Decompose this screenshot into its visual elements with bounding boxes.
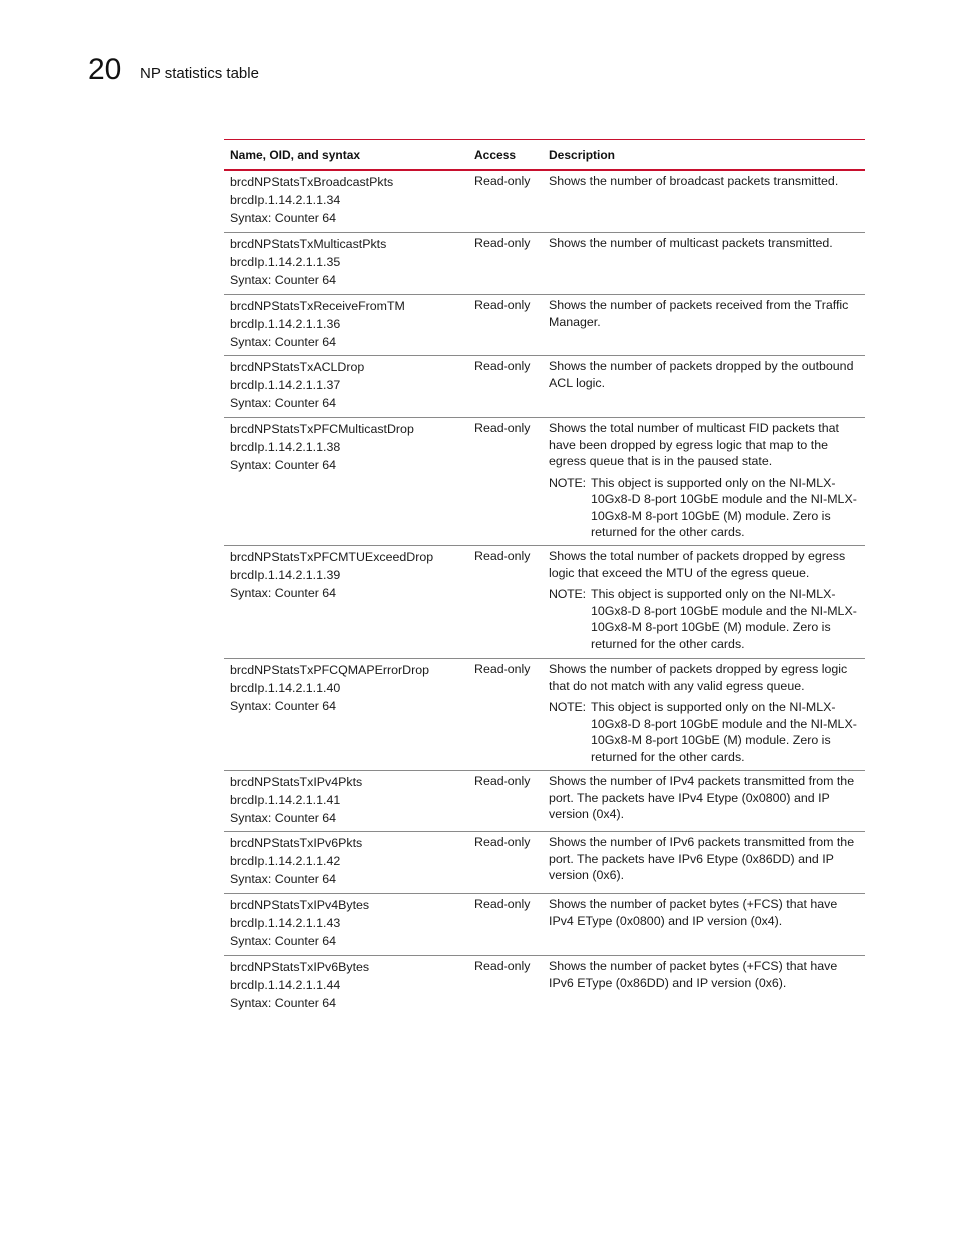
row-description: Shows the total number of multicast FID packets that have been dropped by egress logic that map to the egress queue that is in the paused state. [549, 421, 839, 468]
object-oid: brcdIp.1.14.2.1.1.41 [230, 793, 341, 807]
row-description: Shows the total number of packets dropped by egress logic that exceed the MTU of the egress queue. [549, 549, 846, 580]
row-access: Read-only [474, 897, 531, 911]
row-description-cell [543, 661, 865, 770]
row-access: Read-only [474, 174, 531, 188]
row-access: Read-only [474, 774, 531, 788]
note-text: This object is supported only on the NI-MLX-10Gx8-D 8-port 10GbE module and the NI-MLX-10Gx8-M 8-port 10GbE (M) module. Zero is returned for the other cards. [591, 475, 857, 539]
object-name: brcdNPStatsTxIPv4Pkts [230, 775, 363, 789]
object-syntax: Syntax: Counter 64 [230, 211, 337, 225]
row-name-oid-syntax [224, 958, 468, 1018]
object-oid: brcdIp.1.14.2.1.1.44 [230, 978, 341, 992]
object-name: brcdNPStatsTxPFCMulticastDrop [230, 422, 414, 436]
row-note [549, 699, 859, 765]
table-row [224, 546, 865, 659]
note-label: NOTE: [549, 475, 586, 490]
object-name: brcdNPStatsTxIPv6Pkts [230, 836, 363, 850]
row-name-oid-syntax [224, 358, 468, 417]
header-description: Description [549, 147, 616, 162]
object-name: brcdNPStatsTxReceiveFromTM [230, 299, 405, 313]
row-name-oid-syntax [224, 420, 468, 545]
object-syntax: Syntax: Counter 64 [230, 872, 337, 886]
table-row [224, 956, 865, 1018]
row-access: Read-only [474, 359, 531, 373]
object-oid: brcdIp.1.14.2.1.1.39 [230, 568, 341, 582]
row-description: Shows the number of packets received from the Traffic Manager. [549, 298, 849, 329]
row-description: Shows the number of IPv4 packets transmitted from the port. The packets have IPv4 Etype (0x0800) and IP version (0x4). [549, 774, 855, 821]
object-oid: brcdIp.1.14.2.1.1.40 [230, 681, 341, 695]
row-description: Shows the number of multicast packets transmitted. [549, 236, 833, 250]
table-row [224, 659, 865, 771]
table-row [224, 233, 865, 295]
row-note [549, 586, 859, 652]
row-description: Shows the number of packets dropped by egress logic that do not match with any valid egress queue. [549, 662, 848, 693]
row-access: Read-only [474, 662, 531, 676]
row-description-cell [543, 896, 865, 955]
np-statistics-table [224, 139, 865, 1018]
object-syntax: Syntax: Counter 64 [230, 811, 337, 825]
table-header [224, 140, 865, 171]
row-description-cell [543, 420, 865, 545]
row-description-cell [543, 773, 865, 831]
row-access: Read-only [474, 959, 531, 973]
object-name: brcdNPStatsTxIPv6Bytes [230, 960, 370, 974]
table-row [224, 356, 865, 418]
object-oid: brcdIp.1.14.2.1.1.42 [230, 854, 341, 868]
object-syntax: Syntax: Counter 64 [230, 458, 337, 472]
object-oid: brcdIp.1.14.2.1.1.37 [230, 378, 341, 392]
row-description: Shows the number of packet bytes (+FCS) that have IPv4 EType (0x0800) and IP version (0x4). [549, 897, 838, 928]
object-name: brcdNPStatsTxPFCMTUExceedDrop [230, 550, 434, 564]
header-access: Access [474, 147, 517, 162]
note-text: This object is supported only on the NI-MLX-10Gx8-D 8-port 10GbE module and the NI-MLX-10Gx8-M 8-port 10GbE (M) module. Zero is returned for the other cards. [591, 587, 857, 651]
header-name: Name, OID, and syntax [230, 147, 361, 162]
object-syntax: Syntax: Counter 64 [230, 335, 337, 349]
row-description-cell [543, 548, 865, 658]
row-description-cell [543, 958, 865, 1018]
object-name: brcdNPStatsTxBroadcastPkts [230, 175, 394, 189]
object-oid: brcdIp.1.14.2.1.1.43 [230, 916, 341, 930]
row-note [549, 475, 859, 541]
row-description-cell [543, 834, 865, 893]
note-text: This object is supported only on the NI-MLX-10Gx8-D 8-port 10GbE module and the NI-MLX-10Gx8-M 8-port 10GbE (M) module. Zero is returned for the other cards. [591, 700, 857, 764]
table-row [224, 771, 865, 832]
table-row [224, 171, 865, 233]
table-row [224, 418, 865, 546]
row-name-oid-syntax [224, 548, 468, 658]
chapter-number: 20 [88, 53, 122, 86]
object-syntax: Syntax: Counter 64 [230, 586, 337, 600]
object-syntax: Syntax: Counter 64 [230, 996, 337, 1010]
object-name: brcdNPStatsTxMulticastPkts [230, 237, 387, 251]
object-syntax: Syntax: Counter 64 [230, 396, 337, 410]
object-oid: brcdIp.1.14.2.1.1.36 [230, 317, 341, 331]
row-access: Read-only [474, 236, 531, 250]
row-description-cell [543, 235, 865, 294]
note-label: NOTE: [549, 700, 586, 714]
object-name: brcdNPStatsTxPFCQMAPErrorDrop [230, 663, 429, 677]
table-row [224, 832, 865, 894]
table-row [224, 295, 865, 356]
row-access: Read-only [474, 421, 531, 435]
row-description: Shows the number of packets dropped by the outbound ACL logic. [549, 359, 854, 390]
object-syntax: Syntax: Counter 64 [230, 273, 337, 287]
object-oid: brcdIp.1.14.2.1.1.38 [230, 440, 341, 454]
object-oid: brcdIp.1.14.2.1.1.34 [230, 193, 341, 207]
row-access: Read-only [474, 549, 531, 563]
row-name-oid-syntax [224, 896, 468, 955]
object-syntax: Syntax: Counter 64 [230, 699, 337, 713]
row-description: Shows the number of IPv6 packets transmitted from the port. The packets have IPv6 Etype (0x86DD) and IP version (0x6). [549, 835, 855, 882]
object-name: brcdNPStatsTxIPv4Bytes [230, 898, 370, 912]
row-name-oid-syntax [224, 297, 468, 355]
row-name-oid-syntax [224, 661, 468, 770]
note-label: NOTE: [549, 587, 586, 601]
section-title: NP statistics table [140, 65, 259, 82]
row-access: Read-only [474, 298, 531, 312]
row-description: Shows the number of packet bytes (+FCS) that have IPv6 EType (0x86DD) and IP version (0x6). [549, 959, 838, 990]
object-oid: brcdIp.1.14.2.1.1.35 [230, 255, 341, 269]
row-name-oid-syntax [224, 834, 468, 893]
row-description-cell [543, 297, 865, 355]
row-access: Read-only [474, 835, 531, 849]
row-name-oid-syntax [224, 235, 468, 294]
row-description-cell [543, 173, 865, 232]
row-name-oid-syntax [224, 773, 468, 831]
row-description-cell [543, 358, 865, 417]
object-name: brcdNPStatsTxACLDrop [230, 360, 365, 374]
row-description: Shows the number of broadcast packets transmitted. [549, 174, 839, 188]
object-syntax: Syntax: Counter 64 [230, 934, 337, 948]
table-row [224, 894, 865, 956]
row-name-oid-syntax [224, 173, 468, 232]
